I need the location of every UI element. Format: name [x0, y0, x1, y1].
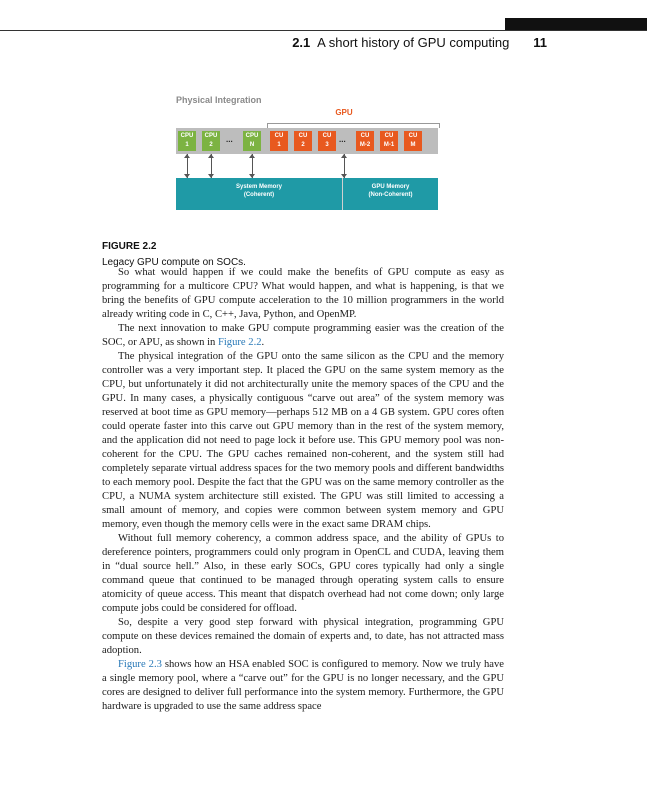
cpu-ellipsis: ...: [226, 135, 233, 144]
cu-block: CU M: [404, 131, 422, 151]
running-head: [250, 35, 547, 50]
arrow-head-icon: [184, 154, 190, 158]
figure-link[interactable]: Figure 2.3: [118, 659, 162, 670]
paragraph: So what would happen if we could make the benefits of GPU compute as easy as programming for a multicore CPU? What would happen, and what is happening, is that we bring the benefits of GPU compute acceleration to the 10 million programmers in the world already writing code in C, C++, Java, Python, and OpenMP.: [102, 267, 504, 320]
arrow-head-icon: [208, 154, 214, 158]
cpu-block: CPU N: [243, 131, 261, 151]
cu-block: CU 2: [294, 131, 312, 151]
paragraph: The next innovation to make GPU compute programming easier was the creation of the SOC, or APU, as shown in Figure 2.2.: [102, 323, 504, 348]
cpu-block: CPU 2: [202, 131, 220, 151]
gpu-label: GPU: [335, 108, 353, 117]
cu-block: CU M-1: [380, 131, 398, 151]
cu-ellipsis: ...: [339, 135, 346, 144]
paragraph: Without full memory coherency, a common address space, and the ability of GPUs to dereference pointers, programmers could only program in OpenCL and CUDA, leaving them in “dual source hell.” Also, in these early SOCs, GPU cores typically had only a single command queue that continued to be managed through operating system calls to ensure atomicity of queue access. This meant that dispatch overhead had not come down; only large compute jobs could be considered for offload.: [102, 533, 504, 614]
page-number: 11: [533, 35, 547, 50]
cu-block: CU 3: [318, 131, 336, 151]
diagram-title: Physical Integration: [176, 95, 262, 105]
section-number: 2.1: [292, 35, 311, 50]
system-memory-label: System Memory (Coherent): [235, 184, 283, 198]
figure-diagram: [176, 92, 438, 210]
header-rule: [0, 30, 647, 31]
figure-link[interactable]: Figure 2.2: [217, 337, 262, 348]
cu-block: CU 1: [270, 131, 288, 151]
gpu-memory-label: GPU Memory (Non-Coherent): [368, 184, 413, 198]
arrow-head-icon: [249, 154, 255, 158]
paragraph: So, despite a very good step forward with physical integration, programming GPU compute on these devices remained the domain of experts and, to date, has not attracted mass adoption.: [102, 617, 504, 656]
figure-caption: Legacy GPU compute on SOCs.: [102, 257, 246, 268]
paragraph: The physical integration of the GPU onto the same silicon as the CPU and the memory controller was a very important step. It placed the GPU on the same system memory as the CPU, but unfortunately it did not architecturally unite the memory spaces of the CPU and the GPU. In many cases, a physically contiguous “carve out area” of the system memory was reserved at boot time as GPU memory—perhaps 512 MB on a 4 GB system. GPU cores often could operate faster into this carve out GPU memory than in the rest of the system memory, and the application did not need to page lock it before use. This GPU memory pool was non-coherent for the CPU. The GPU caches remained non-coherent, and the system still had completely separate virtual address spaces for the two memory pools and different bandwidths to each memory pool. Despite the fact that the GPU was on the same memory controller as the CPU, a NUMA system architecture still existed. The GPU was still limited to accessing a small amount of memory, and copies were common between system memory and GPU memory, even though the memory cells were in the exact same DRAM chips.: [102, 351, 504, 530]
body-text: [102, 266, 504, 714]
section-title: A short history of GPU computing: [317, 35, 510, 50]
figure-label: FIGURE 2.2: [102, 241, 157, 252]
arrow-head-icon: [341, 154, 347, 158]
header-bar: [505, 18, 647, 30]
paragraph: Figure 2.3 shows how an HSA enabled SOC is configured to memory. Now we truly have a single memory pool, where a “carve out” for the GPU is no longer necessary, and the GPU cores are designed to deliver full performance into the system memory. Furthermore, the GPU hardware is upgraded to use the same address space: [102, 659, 504, 712]
cu-block: CU M-2: [356, 131, 374, 151]
cpu-block: CPU 1: [178, 131, 196, 151]
